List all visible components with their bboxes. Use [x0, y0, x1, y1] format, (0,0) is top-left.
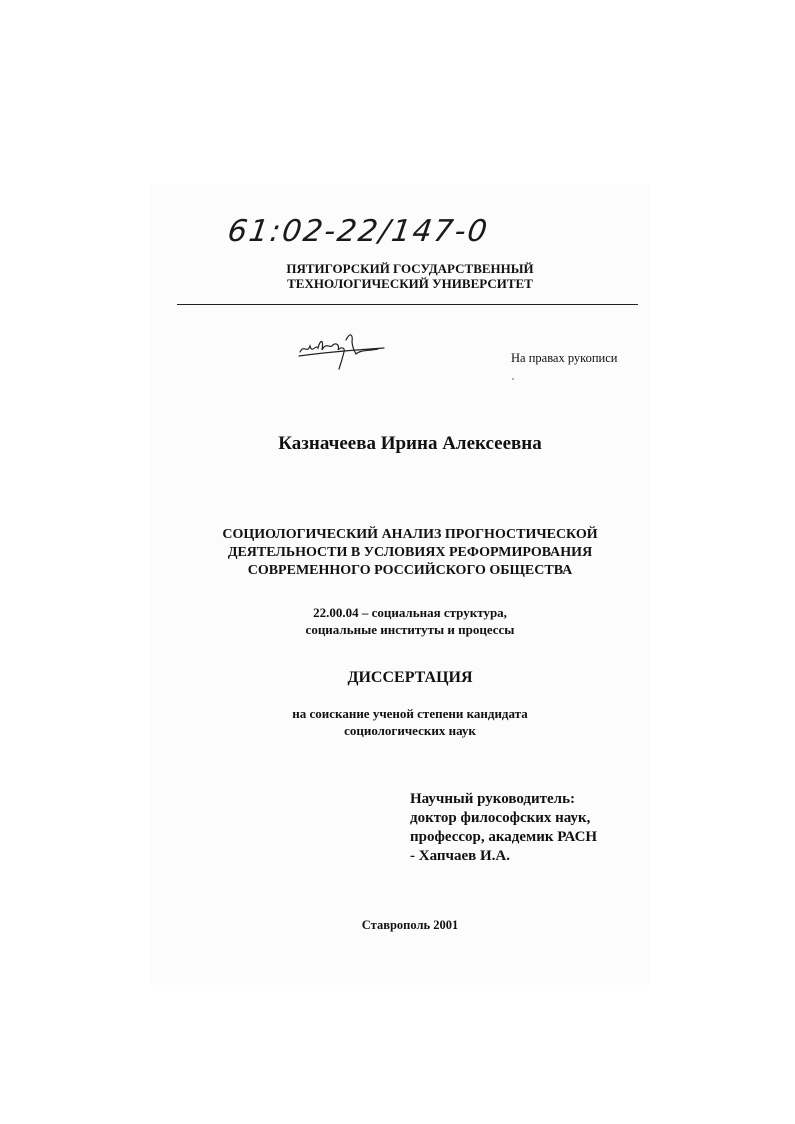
dissertation-title-line-1: СОЦИОЛОГИЧЕСКИЙ АНАЛИЗ ПРОГНОСТИЧЕСКОЙ — [222, 527, 598, 542]
scan-speck — [512, 378, 514, 380]
specialty-line-2: социальные институты и процессы — [305, 622, 515, 637]
dissertation-title-line-2: ДЕЯТЕЛЬНОСТИ В УСЛОВИЯХ РЕФОРМИРОВАНИЯ — [227, 545, 593, 560]
handwritten-signature — [298, 330, 388, 370]
dissertation-title — [160, 526, 660, 580]
supervisor-line-3: профессор, академик РАСН — [410, 829, 598, 845]
city-and-year: Ставрополь 2001 — [361, 918, 459, 932]
degree-line-2: социологических наук — [344, 723, 476, 738]
university-name-line-1: ПЯТИГОРСКИЙ ГОСУДАРСТВЕННЫЙ — [286, 261, 534, 276]
document-type: ДИССЕРТАЦИЯ — [347, 669, 473, 686]
dissertation-title-line-3: СОВРЕМЕННОГО РОССИЙСКОГО ОБЩЕСТВА — [247, 563, 573, 578]
author-name: Казначеева Ирина Алексеевна — [278, 433, 542, 454]
supervisor-line-2: доктор философских наук, — [410, 810, 591, 826]
specialty-line-1: 22.00.04 – социальная структура, — [313, 605, 507, 620]
university-name — [160, 261, 660, 291]
supervisor-line-4: - Хапчаев И.А. — [410, 848, 510, 864]
rights-notice: На правах рукописи — [511, 351, 618, 365]
supervisor-line-1: Научный руководитель: — [410, 791, 575, 807]
specialty-code — [160, 604, 660, 638]
degree-sought — [160, 705, 660, 739]
header-divider — [177, 304, 638, 305]
handwritten-shelfmark: 61:02-22/147-0 — [225, 214, 492, 249]
degree-line-1: на соискание ученой степени кандидата — [292, 706, 528, 721]
scientific-supervisor — [410, 790, 597, 866]
university-name-line-2: ТЕХНОЛОГИЧЕСКИЙ УНИВЕРСИТЕТ — [287, 276, 533, 291]
